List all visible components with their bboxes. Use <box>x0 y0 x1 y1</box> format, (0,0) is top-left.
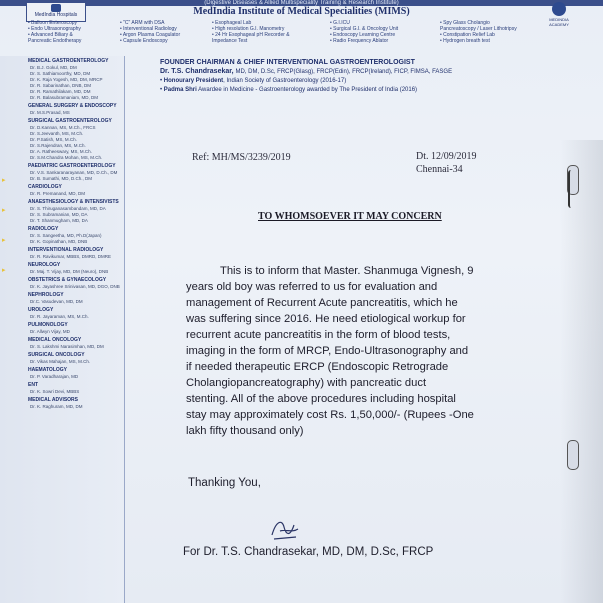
sidebar-doctor: Dr. A. Ratheeswary, MS, M.Ch. <box>30 149 92 154</box>
service-item: • Hydrogen breath test <box>440 38 490 44</box>
letter-subject: TO WHOMSOEVER IT MAY CONCERN <box>258 211 442 222</box>
service-item: • Capsule Endoscopy <box>120 38 168 44</box>
sidebar-section-title: NEUROLOGY <box>28 262 61 268</box>
signature-icon <box>268 515 302 543</box>
service-item: • G.I.ICU <box>330 20 350 26</box>
founder-block <box>160 58 560 95</box>
service-item: Pancreatic Endotherapy <box>28 38 82 44</box>
sidebar-section-title: MEDICAL ONCOLOGY <box>28 337 82 343</box>
sidebar-doctor: Dr. S. Lakshmi Narasimhan, MD, DM <box>30 344 104 349</box>
sidebar-doctor: Dr.C. Vasudevan, MD, DM <box>30 299 83 304</box>
date-block <box>416 150 477 176</box>
service-item: • Esophageal Lab <box>212 20 252 26</box>
body-line: was suffering since 2016. He need etiological workup for <box>186 313 466 325</box>
sidebar-doctor: Dr. S.M.Chandra Mohan, MS, M.Ch. <box>30 155 103 160</box>
sidebar-doctor: Dr. P.Satish, MS, M.Ch. <box>30 137 77 142</box>
sidebar-section-title: INTERVENTIONAL RADIOLOGY <box>28 247 104 253</box>
honour-label: Padma Shri <box>163 87 197 93</box>
services-col-1 <box>28 20 118 56</box>
page-shadow <box>560 140 603 603</box>
service-item: • High resolution G.I. Manometry <box>212 26 285 32</box>
sidebar-doctor: Dr. M.S.Prasad, MS <box>30 110 70 115</box>
sidebar-section-title: CARDIOLOGY <box>28 184 62 190</box>
sidebar-doctor: Dr. S.Jeevanth, MS, M.Ch. <box>30 131 84 136</box>
service-item: Pancreatoscopy / Laser Lithotripsy <box>440 26 517 32</box>
body-line: recurrent acute pancreatitis in the form of blood tests, <box>186 329 451 341</box>
sidebar-section-title: PULMONOLOGY <box>28 322 68 328</box>
service-item: Impedance Test <box>212 38 248 44</box>
founder-honour-2: • Padma Shri Awardee in Medicine - Gastroenterology awarded by The President of India (2016) <box>160 87 418 93</box>
sidebar-section-title: ENT <box>28 382 38 388</box>
arrow-icon: ▸ <box>2 237 6 244</box>
sidebar-doctor: Dr. Allwyn Vijay, MD <box>30 329 70 334</box>
founder-name-line <box>160 67 560 77</box>
sidebar-doctor: Dr. R. Jayaraman, MS, M.Ch. <box>30 314 89 319</box>
body-line: if needed therapeutic ERCP (Endoscopic Retrograde <box>186 361 449 373</box>
sidebar-doctor: Dr. K. Raghuram, MD, DM <box>30 404 83 409</box>
sidebar-section-title: UROLOGY <box>28 307 54 313</box>
sidebar-doctor: Dr. R. Ravikumar, MBBS, DMRD, DMRE <box>30 254 112 259</box>
service-item: • Radio Frequency Ablator <box>330 38 389 44</box>
arrow-icon: ▸ <box>2 267 6 274</box>
body-line: stay may approximately cost Rs. 1,50,000/- (Rupees -One <box>186 409 474 421</box>
logo-left-text: MedIndia Hospitals <box>34 12 78 18</box>
body-line: stenting. All of the above procedures including hospital <box>186 393 456 405</box>
founder-qualifications: MD, DM, D.Sc, FRCP(Glasg), FRCP(Edin), FRCP(Ireland), FICP, FIMSA, FASGE <box>235 69 453 75</box>
service-item: • "C" ARM with DSA <box>120 20 165 26</box>
sidebar-section-title: RADIOLOGY <box>28 226 59 232</box>
sidebar-section-title: PAEDIATRIC GASTROENTEROLOGY <box>28 163 116 169</box>
service-item: • Endoscopy Learning Centre <box>330 32 396 38</box>
sidebar-doctor: Dr. P. Varadharajan, MD <box>30 374 79 379</box>
sidebar-section-title: SURGICAL ONCOLOGY <box>28 352 85 358</box>
body-line: lakh fifty thousand only) <box>186 425 304 437</box>
sidebar-doctor: Dr. S. Sangeetha, MD, Ph.D(Japan) <box>30 233 102 238</box>
sidebar-doctor: Dr. B. Sumathi, MD, D.Ch., DM <box>30 176 93 181</box>
body-line: imaging in the form of MRCP, Endo-Ultrasonography and <box>186 345 469 357</box>
sidebar-section-title: MEDICAL ADVISORS <box>28 397 79 403</box>
body-line: management of Recurrent Acute pancreatitis, which he <box>186 297 458 309</box>
services-col-3 <box>212 20 312 56</box>
sidebar-section-title: NEPHROLOGY <box>28 292 64 298</box>
sidebar-doctor: Dr. S. Thiruganasambandam, MD, DA <box>30 206 106 211</box>
founder-title: FOUNDER CHAIRMAN & CHIEF INTERVENTIONAL GASTROENTEROLOGIST <box>160 59 415 66</box>
sidebar-doctor: Dr. D.Kannan, MS, M.Ch., FRCS <box>30 125 96 130</box>
sidebar-doctor: Dr. S. Subramanian, MD, DA <box>30 212 88 217</box>
letter-body <box>186 263 506 439</box>
body-line: Cholangiopancreatography) with pancreatic duct <box>186 377 427 389</box>
top-strip: (Digestive Diseases & Allied Multispeciality Training & Research Institute) <box>0 0 603 6</box>
reference-number: Ref: MH/MS/3239/2019 <box>192 152 291 163</box>
sidebar-doctor: Dr. Maj. T. Vijay, MD, DM (Neuro), DNB <box>30 269 109 274</box>
service-item: • Balloon Enteroscopy <box>28 20 78 26</box>
sidebar-section-title: OBSTETRICS & GYNAECOLOGY <box>28 277 107 283</box>
academy-emblem-icon <box>552 2 566 16</box>
service-item: • Surgical G.I. & Oncology Unit <box>330 26 399 32</box>
sidebar-doctor: Dr. K. Raja Yogesh, MD, DM, MRCP <box>30 77 103 82</box>
punch-hole <box>567 440 579 470</box>
service-item: • Interventional Radiology <box>120 26 177 32</box>
logo-mark-icon <box>51 4 61 12</box>
services-col-5 <box>440 20 540 56</box>
file-clip <box>568 170 576 208</box>
closing: Thanking You, <box>188 477 261 489</box>
sidebar-doctor: Dr. S.Rajendran, MS, M.Ch. <box>30 143 86 148</box>
sidebar-doctor: Dr. B.J. Gokul, MD, DM <box>30 65 77 70</box>
institute-name: MedIndia Institute of Medical Specialities (MIMS) <box>193 6 410 17</box>
honour-label: Honourary President <box>163 78 224 84</box>
sidebar-section-title: SURGICAL GASTROENTEROLOGY <box>28 118 112 124</box>
body-line: This is to inform that Master. Shanmuga Vignesh, 9 <box>220 265 474 277</box>
founder-name: Dr. T.S. Chandrasekar, <box>160 68 234 75</box>
doctors-sidebar <box>0 56 125 603</box>
sidebar-section-title: HAEMATOLOGY <box>28 367 67 373</box>
service-item: • 24 Hr Esophageal pH Recorder & <box>212 32 290 38</box>
letter-date: Dt. 12/09/2019 <box>416 151 477 162</box>
signer: For Dr. T.S. Chandrasekar, MD, DM, D.Sc, FRCP <box>183 546 434 558</box>
sidebar-doctor: Dr. K. Jayashree Srinivasan, MD, DGO, DNB <box>30 284 120 289</box>
sidebar-doctor: Dr. K. Sowri Devi, MBBS <box>30 389 80 394</box>
sidebar-doctor: Dr. T. Shanmugham, MD, DA <box>30 218 88 223</box>
sidebar-doctor: Dr. R. Ramathilakam, MD, DM <box>30 89 91 94</box>
service-item: • Advanced Biliary & <box>28 32 73 38</box>
arrow-icon: ▸ <box>2 207 6 214</box>
sidebar-section-title: ANAESTHESIOLOGY & INTENSIVISTS <box>28 199 119 205</box>
sidebar-doctor: Dr. R. Balasubramaniam, MD, DM <box>30 95 99 100</box>
services-col-2 <box>120 20 210 56</box>
service-item: • Constipation Relief Lab <box>440 32 495 38</box>
sidebar-section-title: MEDICAL GASTROENTEROLOGY <box>28 58 109 64</box>
sidebar-doctor: Dr. Vikas Mahajan, MS, M.Ch. <box>30 359 91 364</box>
honour-text: Awardee in Medicine - Gastroenterology awarded by The President of India (2016) <box>196 87 418 93</box>
letter-place: Chennai-34 <box>416 164 463 175</box>
founder-honour-1: • Honourary President, Indian Society of Gastroenterology (2016-17) <box>160 78 347 84</box>
sidebar-doctor: Dr. R. Sabarinathan, DNB, DM <box>30 83 92 88</box>
service-item: • Spy Glass Cholangio <box>440 20 490 26</box>
academy-logo <box>540 0 578 28</box>
service-item: • Endo Ultrasonography <box>28 26 81 32</box>
sidebar-doctor: Dr. K. Gopinathan, MD, DNB <box>30 239 88 244</box>
logo-right-text: MEDINDIA ACADEMY <box>549 17 569 27</box>
sidebar-section-title: GENERAL SURGERY & ENDOSCOPY <box>28 103 117 109</box>
sidebar-doctor: Dr. V.S. Sankaranarayanan, MD, D.Ch., DM <box>30 170 118 175</box>
service-item: • Argon Plasma Coagulator <box>120 32 181 38</box>
services-col-4 <box>330 20 426 56</box>
sidebar-doctor: Dr. R. Premanand, MD, DM <box>30 191 86 196</box>
hospital-logo <box>26 2 86 22</box>
arrow-icon: ▸ <box>2 177 6 184</box>
sidebar-doctor: Dr. S. Sathiamoorthy, MD, DM <box>30 71 91 76</box>
body-line: years old boy was referred to us for evaluation and <box>186 281 438 293</box>
honour-text: , Indian Society of Gastroenterology (2016-17) <box>223 78 347 84</box>
